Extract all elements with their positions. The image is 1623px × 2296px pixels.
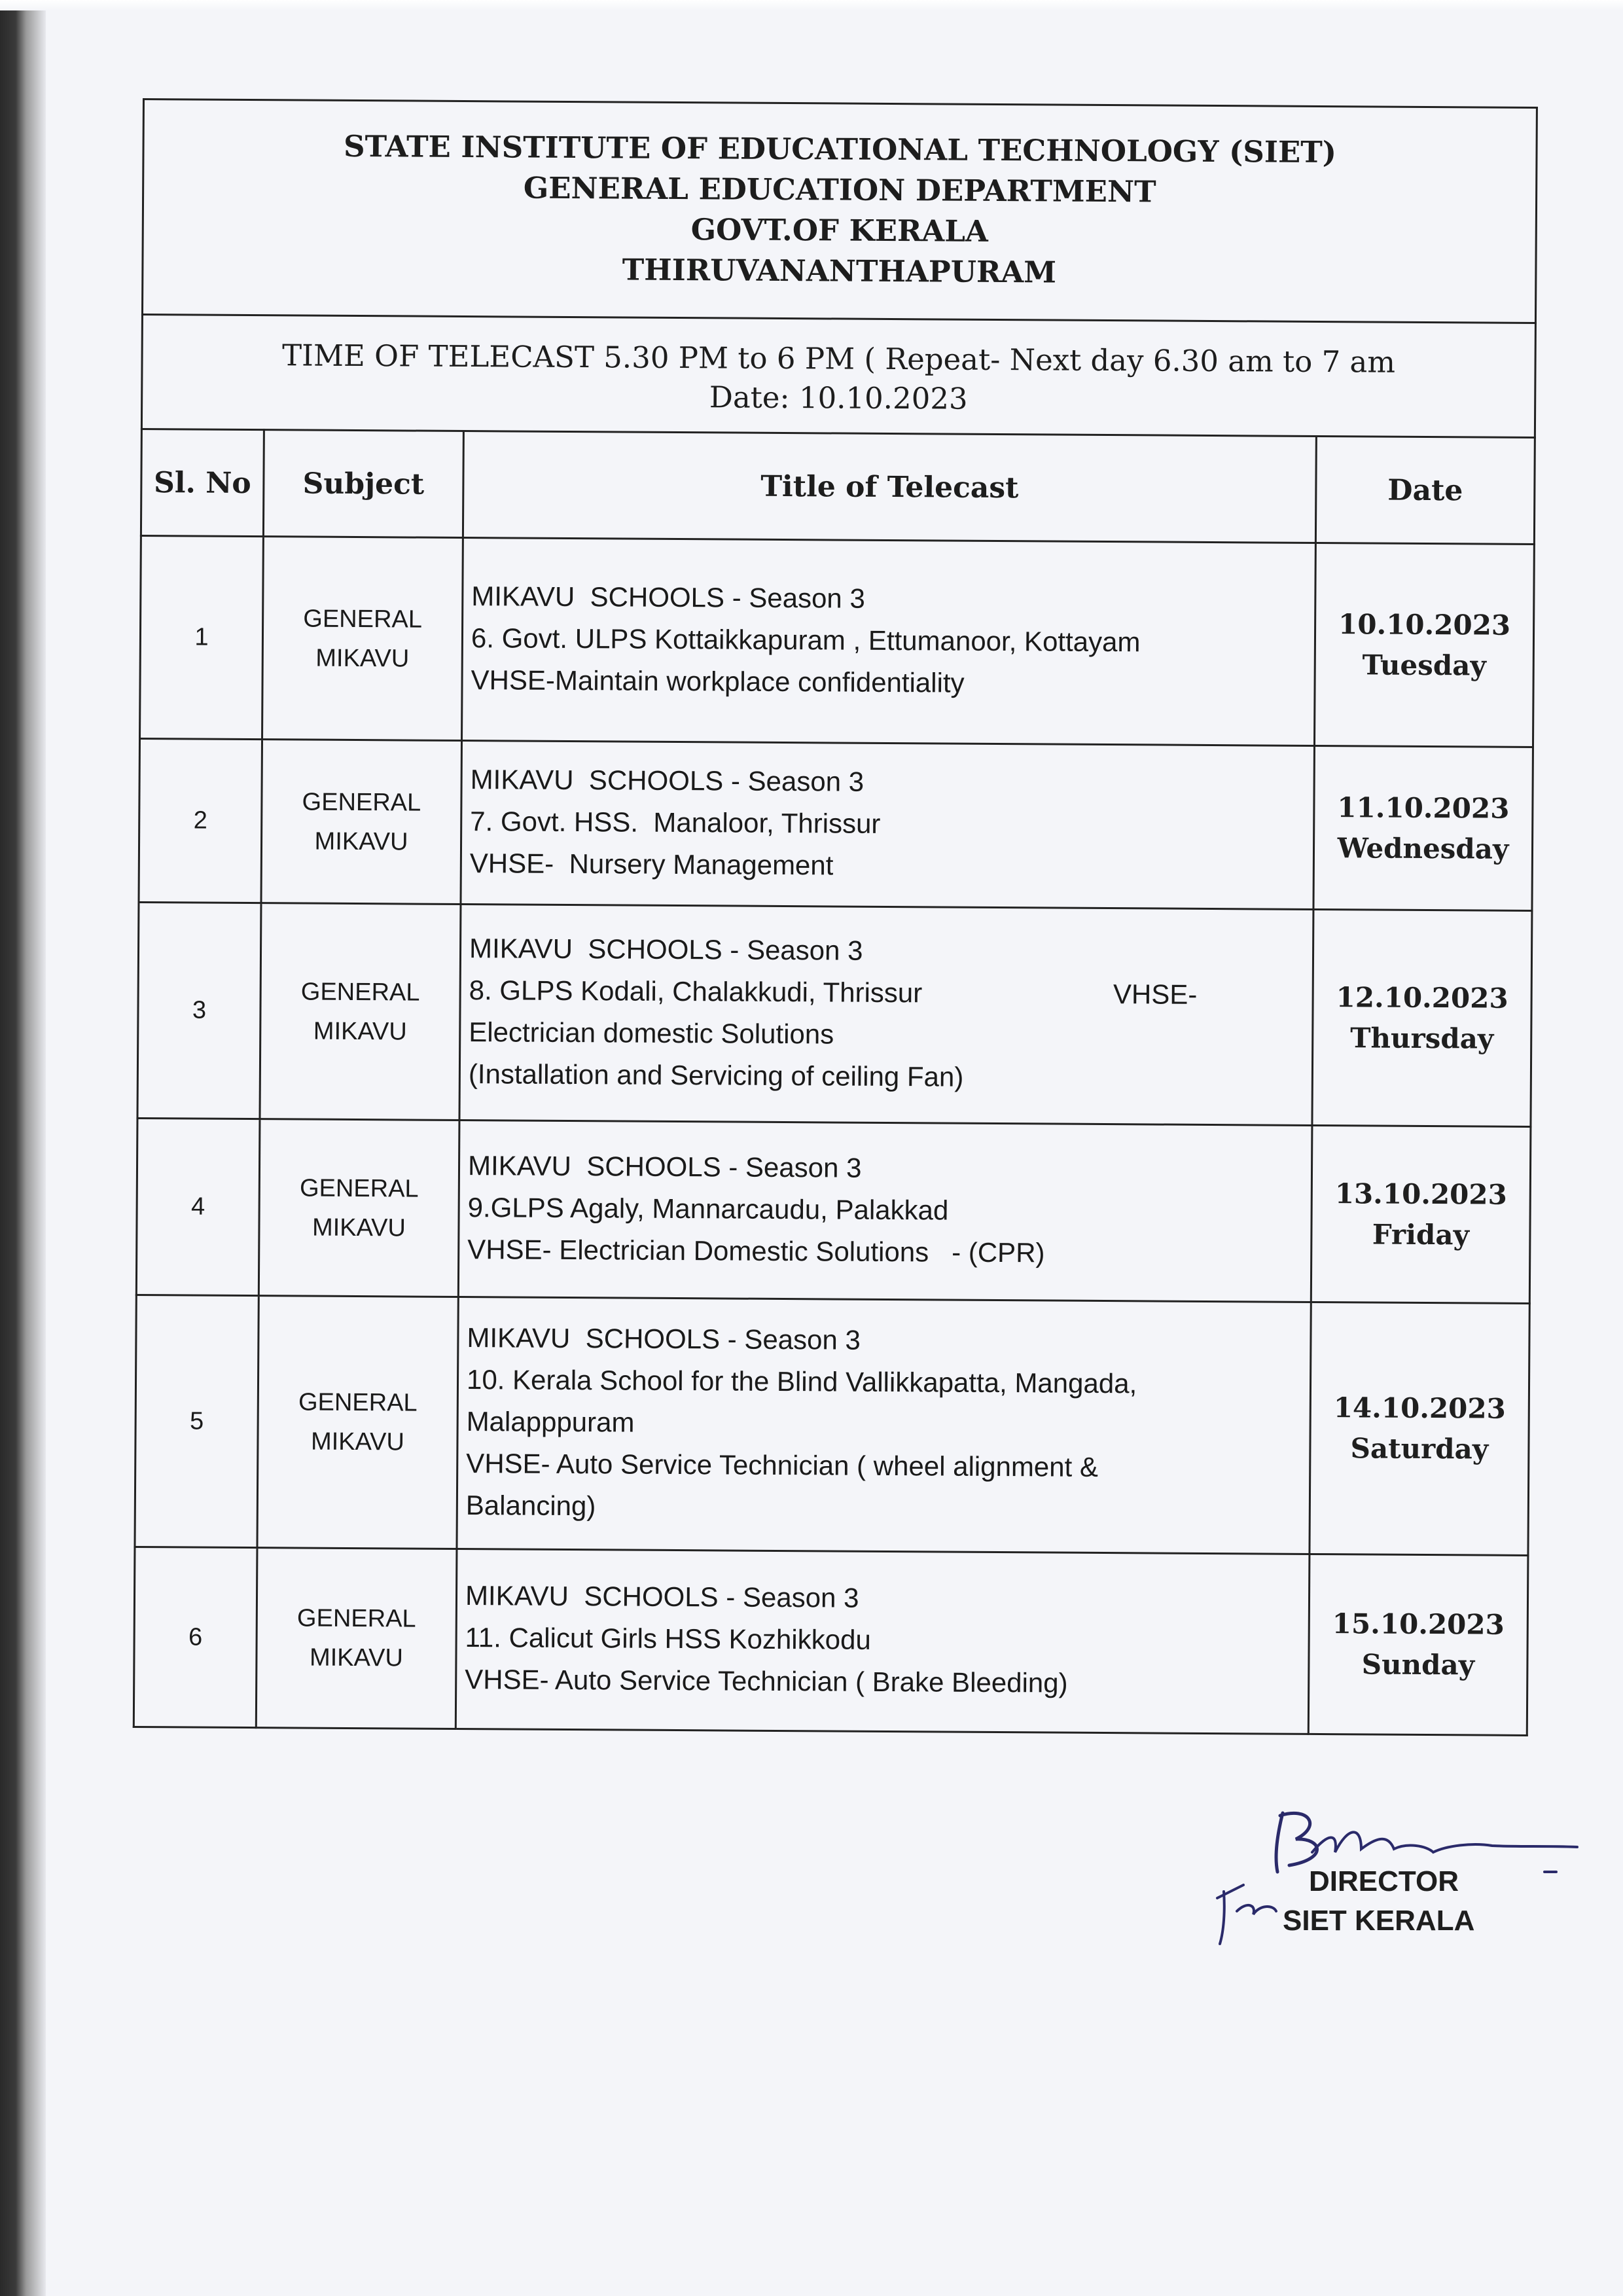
subject-cell: [262, 537, 463, 741]
subject-line: GENERAL: [303, 605, 423, 634]
sl-no-cell: 2: [139, 738, 262, 903]
sl-no-cell: 5: [135, 1295, 259, 1547]
title-line: 9.GLPS Agaly, Mannarcaudu, Palakkad: [467, 1191, 949, 1226]
header-line-2: GENERAL EDUCATION DEPARTMENT: [523, 170, 1156, 209]
title-line: Balancing): [465, 1490, 596, 1522]
subject-line: GENERAL: [296, 1604, 416, 1633]
column-header-title: Title of Telecast: [463, 431, 1316, 543]
title-line: MIKAVU SCHOOLS - Season 3: [471, 580, 865, 614]
day-value: Thursday: [1350, 1021, 1494, 1055]
table-header-row: [141, 429, 1535, 544]
title-cell: [455, 1549, 1310, 1734]
day-value: Wednesday: [1337, 831, 1509, 865]
title-line: 10. Kerala School for the Blind Vallikkapatta, Mangada,: [466, 1364, 1137, 1399]
subject-cell: [257, 1296, 458, 1549]
subject-line: GENERAL: [302, 788, 421, 817]
institution-header: [141, 98, 1538, 322]
sl-no-cell: 4: [136, 1118, 260, 1295]
title-cell: [458, 1120, 1312, 1302]
sl-no-cell: 3: [137, 902, 261, 1119]
date-cell: [1311, 1125, 1531, 1303]
title-line: MIKAVU SCHOOLS - Season 3: [467, 1322, 861, 1355]
date-value: 10.10.2023: [1338, 607, 1511, 641]
title-line: 7. Govt. HSS. Manaloor, Thrissur: [470, 805, 881, 839]
subject-cell: [256, 1548, 457, 1729]
title-line: Electrician domestic Solutions: [469, 1016, 834, 1049]
telecast-time: TIME OF TELECAST 5.30 PM to 6 PM ( Repeat- Next day 6.30 am to 7 am: [281, 338, 1396, 380]
title-line: 11. Calicut Girls HSS Kozhikkodu: [465, 1622, 871, 1655]
subject-line: GENERAL: [298, 1388, 418, 1417]
date-cell: [1313, 745, 1533, 910]
scan-edge: [0, 0, 46, 2296]
table-row: [134, 1547, 1528, 1735]
subject-line: MIKAVU: [313, 1017, 407, 1045]
subject-cell: [261, 740, 462, 905]
date-value: 14.10.2023: [1333, 1391, 1506, 1425]
header-line-3: GOVT.OF KERALA: [690, 212, 989, 249]
table-row: [135, 1295, 1529, 1555]
title-cell: [461, 740, 1315, 909]
column-header-subject: Subject: [263, 430, 463, 538]
date-cell: [1308, 1554, 1528, 1735]
date-value: 15.10.2023: [1332, 1607, 1505, 1641]
date-cell: [1312, 909, 1532, 1126]
title-line: Malapppuram: [466, 1406, 635, 1438]
signatory-org: SIET KERALA: [1283, 1905, 1475, 1937]
signatory-title: DIRECTOR: [1309, 1865, 1459, 1897]
sl-no-cell: 1: [140, 535, 264, 739]
day-value: Friday: [1372, 1218, 1470, 1251]
column-header-date: Date: [1315, 436, 1535, 544]
title-line: MIKAVU SCHOOLS - Season 3: [465, 1580, 859, 1613]
date-cell: [1314, 543, 1534, 747]
subject-line: MIKAVU: [314, 827, 408, 855]
day-value: Tuesday: [1362, 648, 1487, 682]
header-line-4: THIRUVANANTHAPURAM: [622, 252, 1057, 290]
date-value: 13.10.2023: [1334, 1177, 1507, 1211]
title-line: 6. Govt. ULPS Kottaikkapuram , Ettumanoor, Kottayam: [471, 622, 1141, 657]
telecast-date: Date: 10.10.2023: [709, 380, 968, 416]
title-line: (Installation and Servicing of ceiling Fan): [468, 1058, 964, 1092]
subject-line: MIKAVU: [309, 1643, 404, 1672]
schedule-document: [133, 98, 1538, 1736]
table-row: [140, 535, 1535, 747]
title-cell: [457, 1297, 1311, 1554]
title-line: VHSE- Auto Service Technician ( wheel alignment &: [466, 1448, 1099, 1482]
day-value: Sunday: [1361, 1648, 1475, 1681]
title-line: VHSE- Electrician Domestic Solutions - (CPR): [467, 1233, 1045, 1268]
sl-no-cell: 6: [134, 1547, 257, 1727]
subject-line: GENERAL: [300, 978, 420, 1007]
subject-line: MIKAVU: [315, 644, 410, 673]
subject-line: MIKAVU: [310, 1427, 405, 1456]
day-value: Saturday: [1350, 1432, 1489, 1465]
date-value: 12.10.2023: [1336, 980, 1508, 1014]
subject-line: GENERAL: [299, 1174, 419, 1203]
table-row: [137, 902, 1532, 1126]
column-header-sl-no: Sl. No: [141, 429, 264, 536]
title-line: MIKAVU SCHOOLS - Season 3: [469, 932, 863, 966]
title-cell: [459, 904, 1313, 1125]
title-cell: [462, 538, 1316, 746]
subject-cell: [260, 903, 461, 1121]
date-value: 11.10.2023: [1337, 791, 1510, 825]
table-row: [139, 738, 1533, 910]
title-line: VHSE-Maintain workplace confidentiality: [471, 664, 965, 698]
title-line: VHSE- Auto Service Technician ( Brake Bleeding): [465, 1664, 1068, 1698]
table-row: [136, 1118, 1531, 1303]
schedule-table: [133, 428, 1536, 1736]
subject-cell: [259, 1119, 459, 1297]
title-line: 8. GLPS Kodali, Chalakkudi, Thrissur VHSE-: [469, 974, 1198, 1010]
telecast-info: [141, 314, 1537, 437]
title-line: MIKAVU SCHOOLS - Season 3: [467, 1149, 862, 1183]
title-line: VHSE- Nursery Management: [469, 847, 834, 880]
signature-block: [1198, 1787, 1590, 1983]
subject-line: MIKAVU: [312, 1213, 406, 1242]
title-line: MIKAVU SCHOOLS - Season 3: [470, 763, 865, 797]
date-cell: [1310, 1302, 1529, 1555]
header-line-1: STATE INSTITUTE OF EDUCATIONAL TECHNOLOGY (SIET): [343, 128, 1337, 170]
scan-top-edge: [0, 0, 1623, 10]
